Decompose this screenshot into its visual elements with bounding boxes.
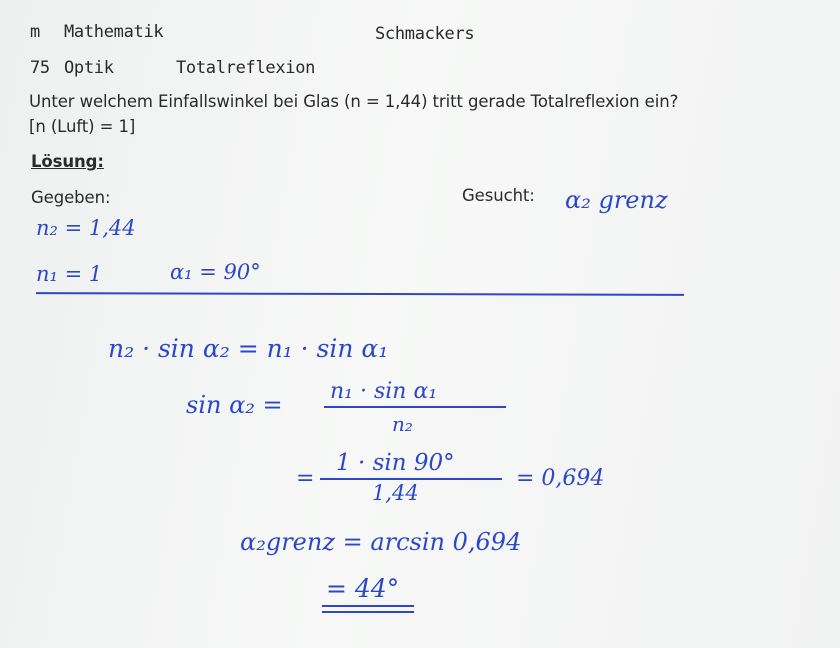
result-underline-2 bbox=[322, 611, 414, 613]
subject-label: Mathematik bbox=[64, 22, 164, 42]
given-alpha1: α₁ = 90° bbox=[170, 260, 261, 284]
exercise-title: Totalreflexion bbox=[176, 58, 316, 78]
question-line-2: [n (Luft) = 1] bbox=[29, 117, 136, 136]
equation-solve-numerator: n₁ · sin α₁ bbox=[330, 379, 438, 404]
equation-substitute-result: = 0,694 bbox=[516, 466, 605, 491]
fraction-bar-2 bbox=[320, 478, 502, 480]
wanted-value: α₂ grenz bbox=[565, 186, 668, 214]
result-underline-1 bbox=[322, 605, 414, 607]
given-n1: n₁ = 1 bbox=[36, 262, 103, 286]
equation-solve-denominator: n₂ bbox=[392, 412, 413, 436]
topic-label: Optik bbox=[64, 58, 114, 78]
equation-solve-lhs: sin α₂ = bbox=[186, 391, 283, 419]
equation-arcsin: α₂grenz = arcsin 0,694 bbox=[240, 528, 522, 556]
exercise-number: 75 bbox=[30, 58, 50, 78]
given-n2: n₂ = 1,44 bbox=[36, 216, 136, 240]
equation-snell: n₂ · sin α₂ = n₁ · sin α₁ bbox=[108, 334, 389, 363]
fraction-bar-1 bbox=[324, 406, 506, 408]
given-label: Gegeben: bbox=[31, 188, 111, 207]
final-result: = 44° bbox=[326, 574, 400, 603]
author-label: Schmackers bbox=[375, 24, 475, 44]
equation-substitute-numerator: 1 · sin 90° bbox=[336, 450, 455, 476]
equation-substitute-denominator: 1,44 bbox=[372, 481, 419, 505]
wanted-label: Gesucht: bbox=[462, 186, 535, 205]
question-line-1: Unter welchem Einfallswinkel bei Glas (n = 1,44) tritt gerade Totalreflexion ein? bbox=[29, 92, 679, 111]
solution-heading: Lösung: bbox=[31, 152, 104, 171]
equation-substitute-equals: = bbox=[296, 466, 315, 491]
separator-line bbox=[36, 292, 684, 296]
subject-letter: m bbox=[30, 22, 40, 42]
